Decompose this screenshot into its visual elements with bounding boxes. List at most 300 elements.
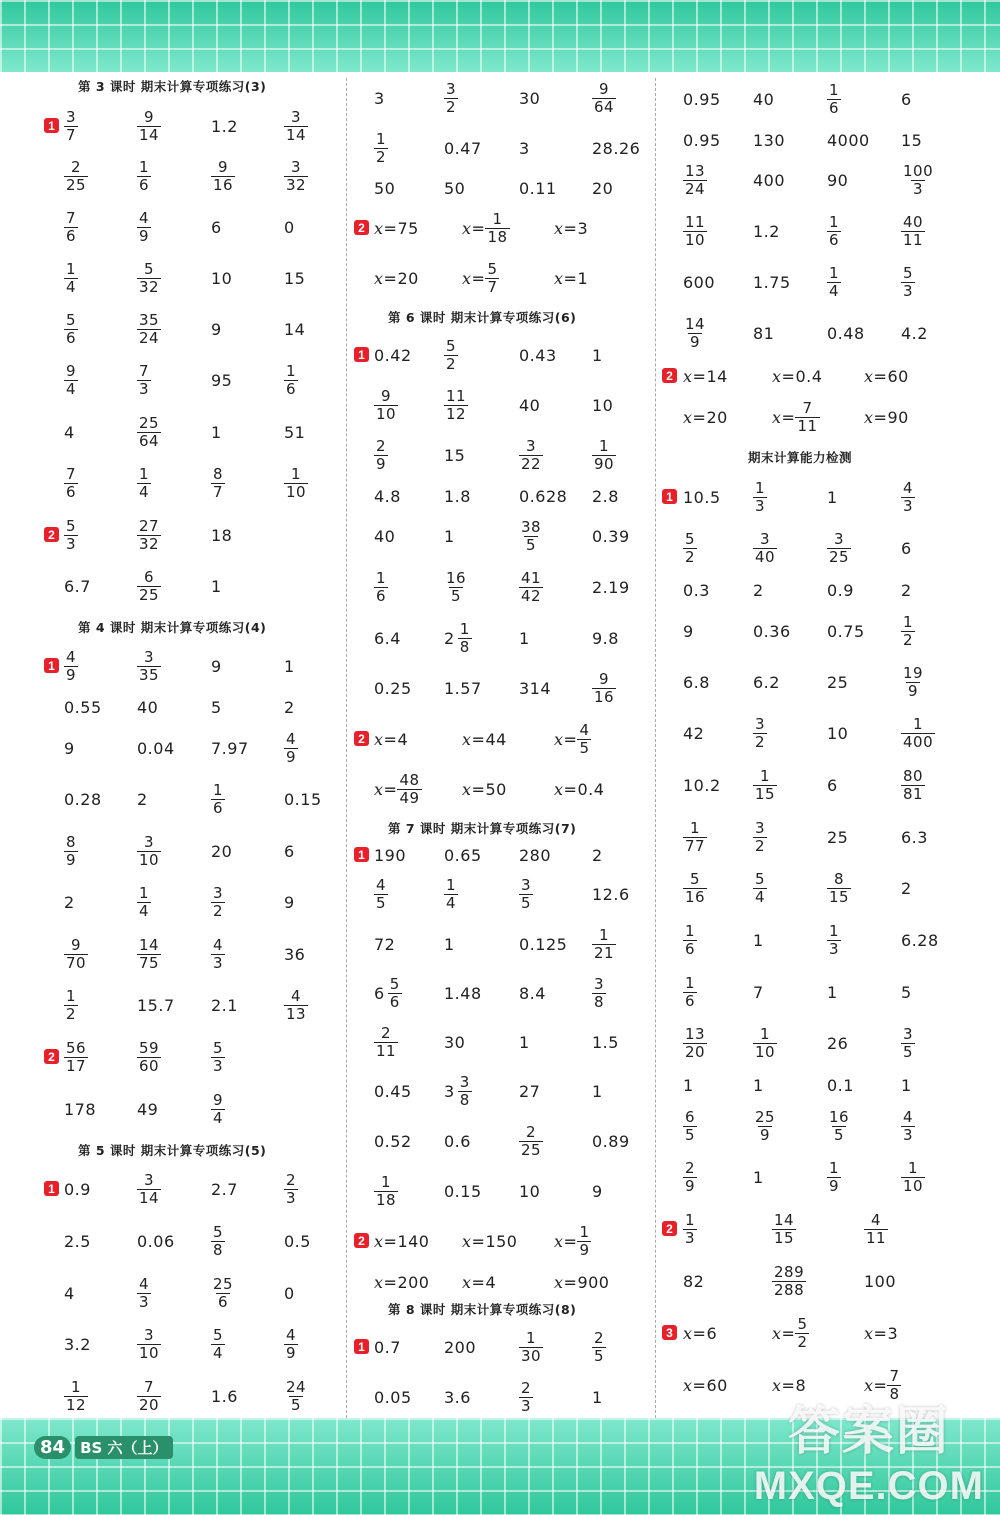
numerator: 1 [829,263,840,282]
fraction [519,1380,533,1415]
answer-cell [284,831,295,871]
answer-cell [519,516,543,556]
value-text: 1 [444,934,455,954]
answer-cell [827,713,848,753]
answer-cell [753,79,774,119]
fraction [592,81,616,116]
answer-cell [444,924,455,964]
denominator: 10 [685,230,706,249]
answer-cell [284,1169,298,1209]
answer-cell [374,1221,429,1261]
denominator: 6 [66,226,77,245]
variable-x: x [374,1231,384,1251]
numerator: 2 [594,1328,605,1347]
answer-cell [462,208,510,248]
fraction [683,214,707,249]
denominator: 3 [913,179,924,198]
answer-cell [519,78,540,118]
answer-cell [772,1313,809,1353]
value-text: 0.36 [753,621,791,641]
answer-cell [284,309,305,349]
answer-cell [683,477,721,517]
value-text: 50 [374,178,396,198]
answer-cell [211,207,222,247]
answer-cell [64,566,91,606]
numerator: 35 [139,310,160,329]
answer-cell [827,765,838,805]
value-text: 0.9 [827,580,854,600]
variable-x: x [374,268,384,288]
answer-cell [284,646,295,686]
value-text: 0.42 [374,345,412,365]
answer-cell [211,779,225,819]
answer-cell [827,611,865,651]
fraction [683,1026,707,1061]
value-text: 30 [444,1032,466,1052]
answer-cell [901,313,928,353]
answer-cell [592,335,603,375]
numerator: 9 [599,79,610,98]
answer-cell [211,687,222,727]
numerator: 13 [685,161,706,180]
value-text: 200 [444,1337,477,1357]
fraction [753,1026,777,1061]
denominator: 5 [451,586,462,605]
answer-cell [374,973,402,1013]
value-text: 0.3 [683,580,710,600]
answer-cell [901,1106,915,1146]
value-text: 6 [284,841,295,861]
value-text: 26 [827,1033,849,1053]
denominator: 3 [903,496,914,515]
numerator: 3 [903,1024,914,1043]
answer-cell [211,412,222,452]
denominator: 2 [797,1332,808,1351]
answer-cell [444,385,468,425]
denominator: 5 [291,1395,302,1414]
fraction [64,1040,88,1075]
fraction [683,1109,697,1144]
denominator: 2 [213,901,224,920]
fraction [444,570,468,605]
answer-cell [444,1071,472,1111]
answer-cell [374,1022,398,1062]
fraction [64,159,88,194]
answer-cell [827,570,854,610]
value-text: 1 [284,656,295,676]
fraction [683,1160,697,1195]
value-text: 9 [592,1181,603,1201]
value-text: 2 [901,580,912,600]
fraction [683,531,697,566]
answer-cell [284,934,305,974]
denominator: 288 [774,1280,805,1299]
value-text: 0.11 [519,178,557,198]
fraction [901,163,935,198]
fraction [211,159,235,194]
answer-cell [137,1037,161,1077]
denominator: 3 [213,1056,224,1075]
variable-x: x [864,1323,874,1343]
denominator: 6 [376,586,387,605]
fraction [577,1224,591,1259]
variable-x: x [462,729,472,749]
answer-cell [211,106,238,146]
value-text: 0.25 [374,678,412,698]
fraction [592,1330,606,1365]
value-text: 900 [577,1272,610,1292]
fraction [137,885,151,920]
page-number: 84 [34,1436,71,1459]
answer-cell [374,208,419,248]
numerator: 2 [685,1158,696,1177]
numerator: 1 [139,464,150,483]
fraction [137,1379,161,1414]
value-text: 0.28 [64,789,102,809]
answer-cell [137,1376,161,1416]
fraction [901,614,915,649]
denominator: 5 [521,893,532,912]
numerator: 1 [66,986,77,1005]
value-text: 0.52 [374,1131,412,1151]
denominator: 8 [213,1240,224,1259]
answer-cell [683,1365,728,1405]
value-text: 1.6 [211,1386,238,1406]
answer-cell [444,128,482,168]
fraction [137,1276,151,1311]
answer-cell [284,1273,295,1313]
value-text: 4.8 [374,486,401,506]
answer-cell [374,835,406,875]
answer-cell [753,662,780,702]
answer-cell [374,567,388,607]
fraction [284,1327,298,1362]
answer-cell [211,360,232,400]
denominator: 10 [139,1343,160,1362]
answer-cell [683,765,721,805]
answer-cell [519,1022,530,1062]
answer-cell [683,1157,697,1197]
numerator: 3 [291,107,302,126]
value-text: 0.45 [374,1081,412,1101]
answer-cell [753,160,785,200]
fraction [374,388,398,423]
denominator: 49 [399,788,420,807]
denominator: 90 [594,454,615,473]
numerator: 9 [599,669,610,688]
denominator: 6 [213,798,224,817]
answer-cell [211,1376,238,1416]
answer-cell [64,207,78,247]
fraction [137,363,151,398]
value-text: 60 [706,1375,728,1395]
value-text: 14 [284,319,306,339]
numerator: 1 [685,1210,696,1229]
denominator: 3 [829,939,840,958]
value-text: 0.125 [519,934,568,954]
answer-cell [519,1071,540,1111]
value-text: 8 [795,1375,807,1395]
value-text: 1 [827,487,838,507]
answer-cell [284,106,308,146]
numerator: 4 [903,1107,914,1126]
denominator: 5 [594,1346,605,1365]
question-number-badge: 1 [354,1339,369,1354]
value-text: 15 [901,130,923,150]
denominator: 12 [446,404,467,423]
numerator: 7 [144,1377,155,1396]
equals-sign: = [383,268,398,288]
value-text: 0.65 [444,845,482,865]
answer-cell [374,1171,398,1211]
value-text: 81 [753,323,775,343]
value-text: 0.4 [577,779,605,799]
denominator: 9 [685,1176,696,1195]
answer-cell [444,476,471,516]
answer-cell [519,168,557,208]
fraction [753,871,767,906]
numerator: 25 [213,1274,234,1293]
value-text: 4 [64,1283,75,1303]
answer-cell [864,1313,898,1353]
denominator: 3 [139,379,150,398]
fraction [753,768,777,803]
answer-cell [519,1377,533,1417]
numerator: 4 [286,1325,297,1344]
fraction [284,466,308,501]
fraction [827,265,841,300]
answer-cell [444,435,465,475]
answer-cell [901,477,915,517]
fraction [137,466,151,501]
answer-cell [211,882,225,922]
answer-cell [827,211,841,251]
numerator: 1 [829,80,840,99]
fraction [519,570,543,605]
fraction [374,570,388,605]
numerator: 4 [903,478,914,497]
answer-cell [137,106,161,146]
numerator: 9 [144,107,155,126]
numerator: 1 [829,921,840,940]
question-number-badge: 2 [354,220,369,235]
value-text: 14 [706,366,728,386]
numerator: 8 [834,869,845,888]
answer-cell [64,1169,91,1209]
equals-sign: = [692,1323,707,1343]
column-divider [655,78,656,1418]
value-text: 2 [753,580,764,600]
numerator: 3 [594,974,605,993]
variable-x: x [772,407,782,427]
answer-cell [137,412,161,452]
fraction [64,363,78,398]
fraction [211,1040,225,1075]
fraction [64,466,78,501]
value-text: 6.2 [753,672,780,692]
variable-x: x [683,366,693,386]
fraction [683,820,707,855]
answer-cell [137,515,161,555]
fraction [519,438,543,473]
equals-sign: = [563,1231,578,1251]
fraction [397,772,421,807]
watermark-bottom: MXQE.COM [753,1464,984,1508]
denominator: 35 [139,665,160,684]
value-text: 100 [864,1271,897,1291]
value-text: 0.55 [64,697,102,717]
variable-x: x [374,218,384,238]
fraction [137,937,161,972]
denominator: 10 [139,850,160,869]
denominator: 18 [487,227,508,246]
value-text: 6 [211,217,222,237]
numerator: 1 [66,259,77,278]
variable-x: x [864,1375,874,1395]
answer-cell [683,397,728,437]
value-text: 9 [211,319,222,339]
numerator: 5 [213,1325,224,1344]
answer-cell [592,835,603,875]
value-text: 12.6 [592,884,630,904]
question-number-badge: 2 [354,731,369,746]
equals-sign: = [563,779,578,799]
fraction [374,438,388,473]
answer-cell [592,516,630,556]
value-text: 400 [753,170,786,190]
answer-cell [901,120,922,160]
denominator: 16 [213,175,234,194]
fraction [458,1074,472,1109]
denominator: 2 [446,97,457,116]
fraction [64,210,78,245]
equals-sign: = [873,407,888,427]
answer-cell [374,1262,429,1302]
answer-cell [683,570,710,610]
answer-cell [683,662,710,702]
question-number-badge: 2 [662,368,677,383]
fraction [827,923,841,958]
denominator: 9 [139,226,150,245]
answer-cell [901,765,925,805]
answer-cell [374,168,395,208]
value-text: 280 [519,845,552,865]
value-text: 18 [211,525,233,545]
answer-cell [64,412,75,452]
answer-cell [554,1221,591,1261]
answer-cell [901,262,915,302]
variable-x: x [683,1375,693,1395]
fraction [444,338,458,373]
fraction [753,820,767,855]
value-text: 190 [374,845,407,865]
value-text: 40 [753,89,775,109]
answer-cell [211,156,235,196]
answer-cell [901,662,925,702]
answer-cell [374,476,401,516]
answer-cell [64,1089,96,1129]
variable-x: x [772,1323,782,1343]
answer-cell [444,1171,482,1211]
value-text: 1 [683,1075,694,1095]
answer-cell [137,309,161,349]
denominator: 25 [66,175,87,194]
fraction [683,163,707,198]
fraction [211,937,225,972]
value-text: 0.48 [827,323,865,343]
value-text: 1 [592,1081,603,1101]
value-text: 130 [753,130,786,150]
answer-cell [519,385,540,425]
value-text: 9 [211,656,222,676]
numerator: 1 [213,780,224,799]
numerator: 25 [755,1107,776,1126]
answer-cell [64,831,78,871]
value-text: 200 [397,1272,430,1292]
answer-cell [444,835,482,875]
answer-cell [519,567,543,607]
numerator: 24 [286,1377,307,1396]
fraction [827,82,841,117]
denominator: 6 [685,939,696,958]
fraction [211,1327,225,1362]
answer-cell [137,1169,161,1209]
value-text: 0.15 [284,789,322,809]
numerator: 2 [376,436,387,455]
denominator: 9 [286,747,297,766]
fraction [827,871,851,906]
equals-sign: = [781,1323,796,1343]
answer-cell [444,973,482,1013]
value-text: 10.5 [683,487,721,507]
top-decorative-band [0,0,1000,72]
answer-cell [374,1121,412,1161]
answer-cell [284,412,305,452]
fraction [284,1172,298,1207]
answer-cell [592,874,630,914]
numerator: 48 [399,770,420,789]
answer-cell [284,882,295,922]
answer-cell [753,262,791,302]
denominator: 11 [797,416,818,435]
numerator: 1 [690,818,701,837]
value-text: 2.19 [592,577,630,597]
answer-cell [827,920,841,960]
answer-cell [554,769,604,809]
answer-cell [554,1262,609,1302]
fraction [772,1264,806,1299]
numerator: 5 [690,869,701,888]
answer-cell [284,779,322,819]
fraction [211,1224,225,1259]
value-text: 60 [887,366,909,386]
answer-cell [683,160,707,200]
numerator: 9 [66,361,77,380]
denominator: 6 [685,991,696,1010]
fraction [753,480,767,515]
fraction [284,159,308,194]
denominator: 25 [139,585,160,604]
whole-part: 3 [444,1081,455,1101]
fraction [211,782,225,817]
numerator: 3 [144,1170,155,1189]
answer-cell [827,1065,854,1105]
denominator: 3 [213,953,224,972]
value-text: 0.04 [137,738,175,758]
answer-cell [444,1022,465,1062]
denominator: 2 [66,1004,77,1023]
equals-sign: = [692,1375,707,1395]
